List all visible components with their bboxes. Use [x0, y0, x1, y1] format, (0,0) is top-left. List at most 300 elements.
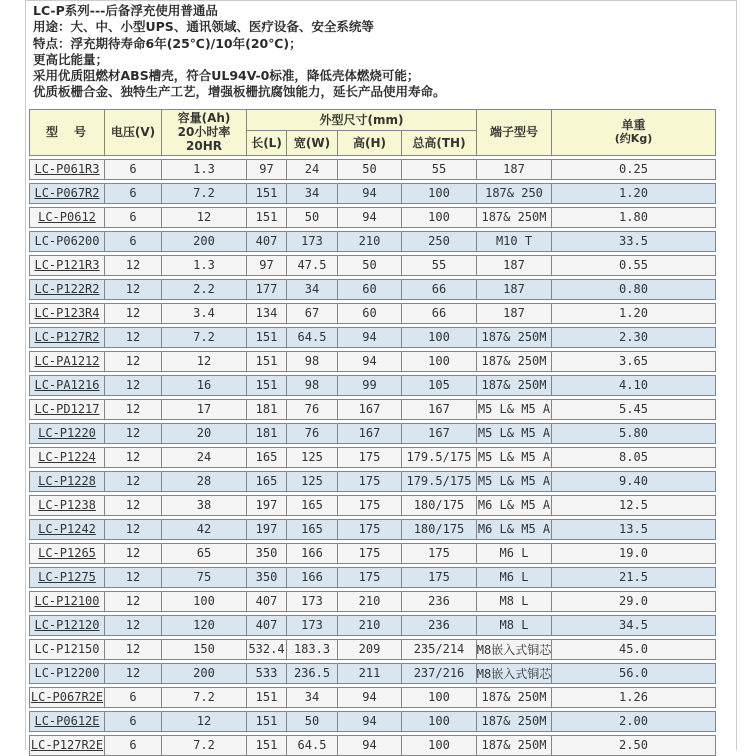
model-link: LC-P12150	[34, 642, 100, 657]
cell-height: 60	[337, 280, 401, 299]
cell-width: 236.5	[286, 664, 337, 683]
cell-capacity: 12	[161, 208, 246, 227]
cell-terminal: 187& 250M	[476, 688, 551, 707]
cell-voltage: 12	[104, 328, 161, 347]
model-cell	[30, 424, 104, 443]
cell-capacity: 42	[161, 520, 246, 539]
cell-weight: 2.30	[551, 328, 715, 347]
cell-width: 24	[286, 160, 337, 179]
cell-total-height: 237/216	[401, 664, 476, 683]
header-voltage: 电压(V)	[104, 110, 161, 155]
cell-voltage: 12	[104, 376, 161, 395]
cell-total-height: 105	[401, 376, 476, 395]
cell-length: 151	[246, 208, 286, 227]
cell-weight: 1.80	[551, 208, 715, 227]
cell-voltage: 12	[104, 400, 161, 419]
cell-weight: 0.80	[551, 280, 715, 299]
header-capacity	[161, 110, 246, 155]
cell-capacity: 7.2	[161, 688, 246, 707]
table-row	[29, 591, 716, 612]
cell-capacity: 150	[161, 640, 246, 659]
cell-length: 533	[246, 664, 286, 683]
cell-total-height: 175	[401, 544, 476, 563]
cell-total-height: 167	[401, 400, 476, 419]
table-row	[29, 639, 716, 660]
cell-voltage: 12	[104, 520, 161, 539]
table-row	[29, 423, 716, 444]
cell-capacity: 65	[161, 544, 246, 563]
model-cell	[30, 304, 104, 323]
cell-terminal: M5 L& M5 A	[476, 448, 551, 467]
cell-voltage: 6	[104, 184, 161, 203]
cell-total-height: 100	[401, 184, 476, 203]
cell-weight: 5.80	[551, 424, 715, 443]
cell-length: 134	[246, 304, 286, 323]
cell-width: 125	[286, 448, 337, 467]
cell-length: 151	[246, 736, 286, 755]
cell-capacity: 100	[161, 592, 246, 611]
cell-capacity: 16	[161, 376, 246, 395]
table-row	[29, 303, 716, 324]
model-link[interactable]: LC-P1228	[38, 474, 96, 489]
header-model: 型 号	[45, 125, 88, 140]
cell-total-height: 179.5/175	[401, 448, 476, 467]
header-dimensions-subrow	[247, 131, 476, 155]
cell-voltage: 12	[104, 592, 161, 611]
cell-voltage: 6	[104, 712, 161, 731]
cell-total-height: 179.5/175	[401, 472, 476, 491]
cell-capacity: 200	[161, 664, 246, 683]
cell-capacity: 12	[161, 712, 246, 731]
cell-terminal: M10 T	[476, 232, 551, 251]
cell-width: 64.5	[286, 736, 337, 755]
energy-line: 更高比能量；	[33, 51, 109, 67]
cell-terminal: 187& 250M	[476, 352, 551, 371]
cell-weight: 8.05	[551, 448, 715, 467]
table-row	[29, 399, 716, 420]
cell-weight: 0.55	[551, 256, 715, 275]
cell-height: 94	[337, 328, 401, 347]
cell-total-height: 55	[401, 256, 476, 275]
cell-width: 34	[286, 184, 337, 203]
cell-terminal: M8嵌入式铜芯	[476, 640, 551, 659]
model-cell	[30, 520, 104, 539]
cell-length: 97	[246, 256, 286, 275]
model-cell	[30, 472, 104, 491]
model-link[interactable]: LC-P1224	[38, 450, 96, 465]
model-link[interactable]: LC-P12100	[34, 594, 100, 609]
model-cell	[30, 160, 104, 179]
usage-line: 用途：大、中、小型UPS、通讯领域、医疗设备、安全系统等	[33, 19, 374, 35]
model-cell	[30, 352, 104, 371]
cell-width: 166	[286, 568, 337, 587]
cell-length: 97	[246, 160, 286, 179]
model-link[interactable]: LC-P067R2E	[30, 690, 104, 705]
header-total-height: 总高(TH)	[401, 131, 476, 155]
cell-terminal: 187& 250M	[476, 328, 551, 347]
header-weight	[551, 110, 715, 155]
cell-height: 94	[337, 208, 401, 227]
cell-total-height: 180/175	[401, 496, 476, 515]
cell-weight: 45.0	[551, 640, 715, 659]
cell-width: 50	[286, 208, 337, 227]
model-cell	[30, 592, 104, 611]
cell-voltage: 12	[104, 448, 161, 467]
cell-voltage: 12	[104, 616, 161, 635]
model-cell	[30, 736, 104, 755]
cell-height: 175	[337, 472, 401, 491]
cell-voltage: 12	[104, 640, 161, 659]
model-link[interactable]: LC-P127R2E	[30, 738, 104, 753]
cell-length: 407	[246, 232, 286, 251]
cell-width: 76	[286, 400, 337, 419]
cell-height: 94	[337, 712, 401, 731]
cell-capacity: 17	[161, 400, 246, 419]
model-cell	[30, 400, 104, 419]
cell-height: 175	[337, 448, 401, 467]
cell-height: 94	[337, 352, 401, 371]
cell-terminal: M5 L& M5 A	[476, 424, 551, 443]
model-link[interactable]: LC-P1220	[38, 426, 96, 441]
cell-length: 197	[246, 520, 286, 539]
cell-height: 94	[337, 736, 401, 755]
model-link[interactable]: LC-P123R4	[34, 306, 100, 321]
cell-terminal: M8 L	[476, 616, 551, 635]
cell-terminal: M6 L	[476, 544, 551, 563]
cell-total-height: 236	[401, 592, 476, 611]
cell-height: 94	[337, 184, 401, 203]
cell-voltage: 6	[104, 688, 161, 707]
cell-height: 94	[337, 688, 401, 707]
table-row	[29, 519, 716, 540]
model-link[interactable]: LC-P1275	[38, 570, 96, 585]
cell-terminal: M8 L	[476, 592, 551, 611]
cell-height: 50	[337, 256, 401, 275]
cell-weight: 9.40	[551, 472, 715, 491]
cell-voltage: 12	[104, 352, 161, 371]
cell-capacity: 7.2	[161, 736, 246, 755]
cell-weight: 56.0	[551, 664, 715, 683]
cell-capacity: 75	[161, 568, 246, 587]
model-cell	[30, 616, 104, 635]
cell-capacity: 38	[161, 496, 246, 515]
table-header-row	[29, 109, 716, 156]
cell-height: 211	[337, 664, 401, 683]
table-row	[29, 327, 716, 348]
cell-voltage: 12	[104, 544, 161, 563]
cell-length: 350	[246, 544, 286, 563]
cell-length: 151	[246, 352, 286, 371]
cell-terminal: 187& 250M	[476, 712, 551, 731]
cell-total-height: 100	[401, 208, 476, 227]
cell-capacity: 7.2	[161, 184, 246, 203]
cell-height: 50	[337, 160, 401, 179]
model-cell	[30, 208, 104, 227]
cell-length: 151	[246, 712, 286, 731]
table-row	[29, 255, 716, 276]
cell-terminal: 187& 250M	[476, 208, 551, 227]
cell-weight: 0.25	[551, 160, 715, 179]
cell-total-height: 100	[401, 352, 476, 371]
model-cell	[30, 496, 104, 515]
cell-total-height: 180/175	[401, 520, 476, 539]
cell-voltage: 6	[104, 208, 161, 227]
model-cell	[30, 280, 104, 299]
cell-weight: 1.20	[551, 184, 715, 203]
cell-width: 165	[286, 496, 337, 515]
model-cell	[30, 568, 104, 587]
cell-height: 209	[337, 640, 401, 659]
cell-width: 64.5	[286, 328, 337, 347]
model-link: LC-P06200	[34, 234, 100, 249]
model-link[interactable]: LC-PA1216	[34, 378, 100, 393]
cell-width: 165	[286, 520, 337, 539]
cell-voltage: 12	[104, 256, 161, 275]
header-length: 长(L)	[251, 135, 282, 150]
cell-width: 34	[286, 688, 337, 707]
cell-weight: 34.5	[551, 616, 715, 635]
model-cell	[30, 712, 104, 731]
table-row	[29, 231, 716, 252]
cell-width: 98	[286, 352, 337, 371]
cell-voltage: 12	[104, 304, 161, 323]
cell-voltage: 12	[104, 424, 161, 443]
cell-total-height: 100	[401, 328, 476, 347]
table-row	[29, 279, 716, 300]
cell-width: 50	[286, 712, 337, 731]
model-cell	[30, 688, 104, 707]
model-link[interactable]: LC-PA1212	[34, 354, 100, 369]
cell-length: 350	[246, 568, 286, 587]
model-cell	[30, 256, 104, 275]
header-dimensions: 外型尺寸(mm)	[247, 110, 476, 131]
cell-weight: 1.20	[551, 304, 715, 323]
cell-length: 165	[246, 448, 286, 467]
cell-capacity: 2.2	[161, 280, 246, 299]
cell-voltage: 12	[104, 496, 161, 515]
header-weight-line2: (约Kg)	[614, 132, 653, 146]
cell-length: 532.4	[246, 640, 286, 659]
cell-width: 76	[286, 424, 337, 443]
cell-terminal: 187	[476, 304, 551, 323]
model-link[interactable]: LC-P0612E	[34, 714, 100, 729]
cell-terminal: 187	[476, 256, 551, 275]
table-row	[29, 711, 716, 732]
table-row	[29, 447, 716, 468]
cell-terminal: 187& 250M	[476, 376, 551, 395]
header-width: 宽(W)	[286, 131, 337, 155]
cell-total-height: 167	[401, 424, 476, 443]
table-row	[29, 351, 716, 372]
cell-total-height: 66	[401, 280, 476, 299]
cell-capacity: 1.3	[161, 160, 246, 179]
abs-case-line: 采用优质阻燃材ABS槽壳，符合UL94V-0标准，降低壳体燃烧可能；	[33, 68, 420, 84]
cell-height: 175	[337, 568, 401, 587]
cell-height: 175	[337, 544, 401, 563]
model-cell	[30, 664, 104, 683]
cell-height: 167	[337, 400, 401, 419]
table-row	[29, 159, 716, 180]
cell-voltage: 6	[104, 160, 161, 179]
cell-terminal: 187	[476, 280, 551, 299]
cell-capacity: 7.2	[161, 328, 246, 347]
cell-width: 183.3	[286, 640, 337, 659]
cell-voltage: 12	[104, 568, 161, 587]
model-link[interactable]: LC-P12120	[34, 618, 100, 633]
page-container	[25, 0, 737, 753]
cell-terminal: M5 L& M5 A	[476, 400, 551, 419]
cell-length: 407	[246, 616, 286, 635]
header-dimensions-group	[246, 110, 476, 155]
cell-terminal: M6 L& M5 A	[476, 496, 551, 515]
cell-width: 47.5	[286, 256, 337, 275]
model-link[interactable]: LC-P1242	[38, 522, 96, 537]
cell-terminal: 187& 250	[476, 184, 551, 203]
cell-length: 177	[246, 280, 286, 299]
cell-weight: 5.45	[551, 400, 715, 419]
table-row	[29, 495, 716, 516]
cell-total-height: 55	[401, 160, 476, 179]
cell-voltage: 12	[104, 472, 161, 491]
intro-text-block	[33, 3, 736, 101]
feature-line: 特点：浮充期待寿命6年(25℃)/10年(20℃)；	[33, 35, 302, 51]
cell-width: 166	[286, 544, 337, 563]
cell-weight: 3.65	[551, 352, 715, 371]
header-capacity-line2: 20小时率 20HR	[177, 125, 231, 154]
model-link[interactable]: LC-P067R2	[34, 186, 100, 201]
cell-capacity: 120	[161, 616, 246, 635]
model-cell	[30, 184, 104, 203]
table-row	[29, 471, 716, 492]
cell-length: 151	[246, 688, 286, 707]
cell-terminal: M6 L	[476, 568, 551, 587]
cell-total-height: 175	[401, 568, 476, 587]
cell-total-height: 250	[401, 232, 476, 251]
cell-voltage: 12	[104, 280, 161, 299]
cell-terminal: M5 L& M5 A	[476, 472, 551, 491]
cell-width: 125	[286, 472, 337, 491]
cell-terminal: 187& 250M	[476, 736, 551, 755]
header-weight-line1: 单重	[621, 118, 646, 133]
cell-weight: 33.5	[551, 232, 715, 251]
model-link[interactable]: LC-P122R2	[34, 282, 100, 297]
cell-width: 173	[286, 616, 337, 635]
cell-width: 173	[286, 232, 337, 251]
cell-length: 181	[246, 400, 286, 419]
model-link: LC-P12200	[34, 666, 100, 681]
model-cell	[30, 544, 104, 563]
cell-weight: 21.5	[551, 568, 715, 587]
model-cell	[30, 376, 104, 395]
cell-height: 210	[337, 592, 401, 611]
cell-total-height: 236	[401, 616, 476, 635]
cell-total-height: 100	[401, 688, 476, 707]
table-row	[29, 735, 716, 756]
cell-length: 151	[246, 376, 286, 395]
cell-capacity: 24	[161, 448, 246, 467]
cell-capacity: 12	[161, 352, 246, 371]
cell-width: 34	[286, 280, 337, 299]
model-link[interactable]: LC-P061R3	[34, 162, 100, 177]
model-link[interactable]: LC-P1265	[38, 546, 96, 561]
model-link[interactable]: LC-P127R2	[34, 330, 100, 345]
header-capacity-line1: 容量(Ah)	[177, 111, 231, 126]
cell-voltage: 12	[104, 664, 161, 683]
cell-total-height: 100	[401, 736, 476, 755]
cell-width: 67	[286, 304, 337, 323]
cell-voltage: 6	[104, 232, 161, 251]
cell-height: 210	[337, 616, 401, 635]
table-row	[29, 183, 716, 204]
cell-weight: 19.0	[551, 544, 715, 563]
cell-height: 167	[337, 424, 401, 443]
table-row	[29, 687, 716, 708]
cell-weight: 29.0	[551, 592, 715, 611]
model-cell	[30, 448, 104, 467]
model-link[interactable]: LC-PD1217	[34, 402, 100, 417]
series-title: LC-P系列---后备浮充使用普通品	[33, 3, 218, 18]
cell-total-height: 100	[401, 712, 476, 731]
table-body	[29, 159, 716, 756]
cell-terminal: 187	[476, 160, 551, 179]
cell-voltage: 6	[104, 736, 161, 755]
header-height: 高(H)	[337, 131, 401, 155]
table-row	[29, 543, 716, 564]
table-row	[29, 207, 716, 228]
cell-weight: 2.50	[551, 736, 715, 755]
cell-height: 175	[337, 496, 401, 515]
cell-weight: 4.10	[551, 376, 715, 395]
cell-length: 197	[246, 496, 286, 515]
table-row	[29, 567, 716, 588]
table-row	[29, 663, 716, 684]
cell-weight: 12.5	[551, 496, 715, 515]
cell-weight: 1.26	[551, 688, 715, 707]
model-cell	[30, 640, 104, 659]
cell-height: 210	[337, 232, 401, 251]
battery-spec-table	[29, 109, 716, 756]
cell-width: 98	[286, 376, 337, 395]
cell-capacity: 20	[161, 424, 246, 443]
cell-length: 407	[246, 592, 286, 611]
cell-length: 151	[246, 328, 286, 347]
grid-alloy-line: 优质板栅合金、独特生产工艺，增强板栅抗腐蚀能力，延长产品使用寿命。	[33, 84, 446, 100]
cell-length: 165	[246, 472, 286, 491]
cell-weight: 2.00	[551, 712, 715, 731]
cell-weight: 13.5	[551, 520, 715, 539]
cell-terminal: M8嵌入式铜芯	[476, 664, 551, 683]
cell-length: 151	[246, 184, 286, 203]
model-link[interactable]: LC-P1238	[38, 498, 96, 513]
table-row	[29, 375, 716, 396]
cell-total-height: 66	[401, 304, 476, 323]
model-link[interactable]: LC-P121R3	[34, 258, 100, 273]
header-terminal: 端子型号	[476, 110, 551, 155]
model-link[interactable]: LC-P0612	[38, 210, 96, 225]
cell-length: 181	[246, 424, 286, 443]
model-cell	[30, 328, 104, 347]
cell-capacity: 1.3	[161, 256, 246, 275]
table-row	[29, 615, 716, 636]
cell-capacity: 3.4	[161, 304, 246, 323]
cell-capacity: 28	[161, 472, 246, 491]
model-cell	[30, 232, 104, 251]
cell-capacity: 200	[161, 232, 246, 251]
cell-height: 60	[337, 304, 401, 323]
cell-height: 175	[337, 520, 401, 539]
cell-terminal: M6 L& M5 A	[476, 520, 551, 539]
cell-height: 99	[337, 376, 401, 395]
